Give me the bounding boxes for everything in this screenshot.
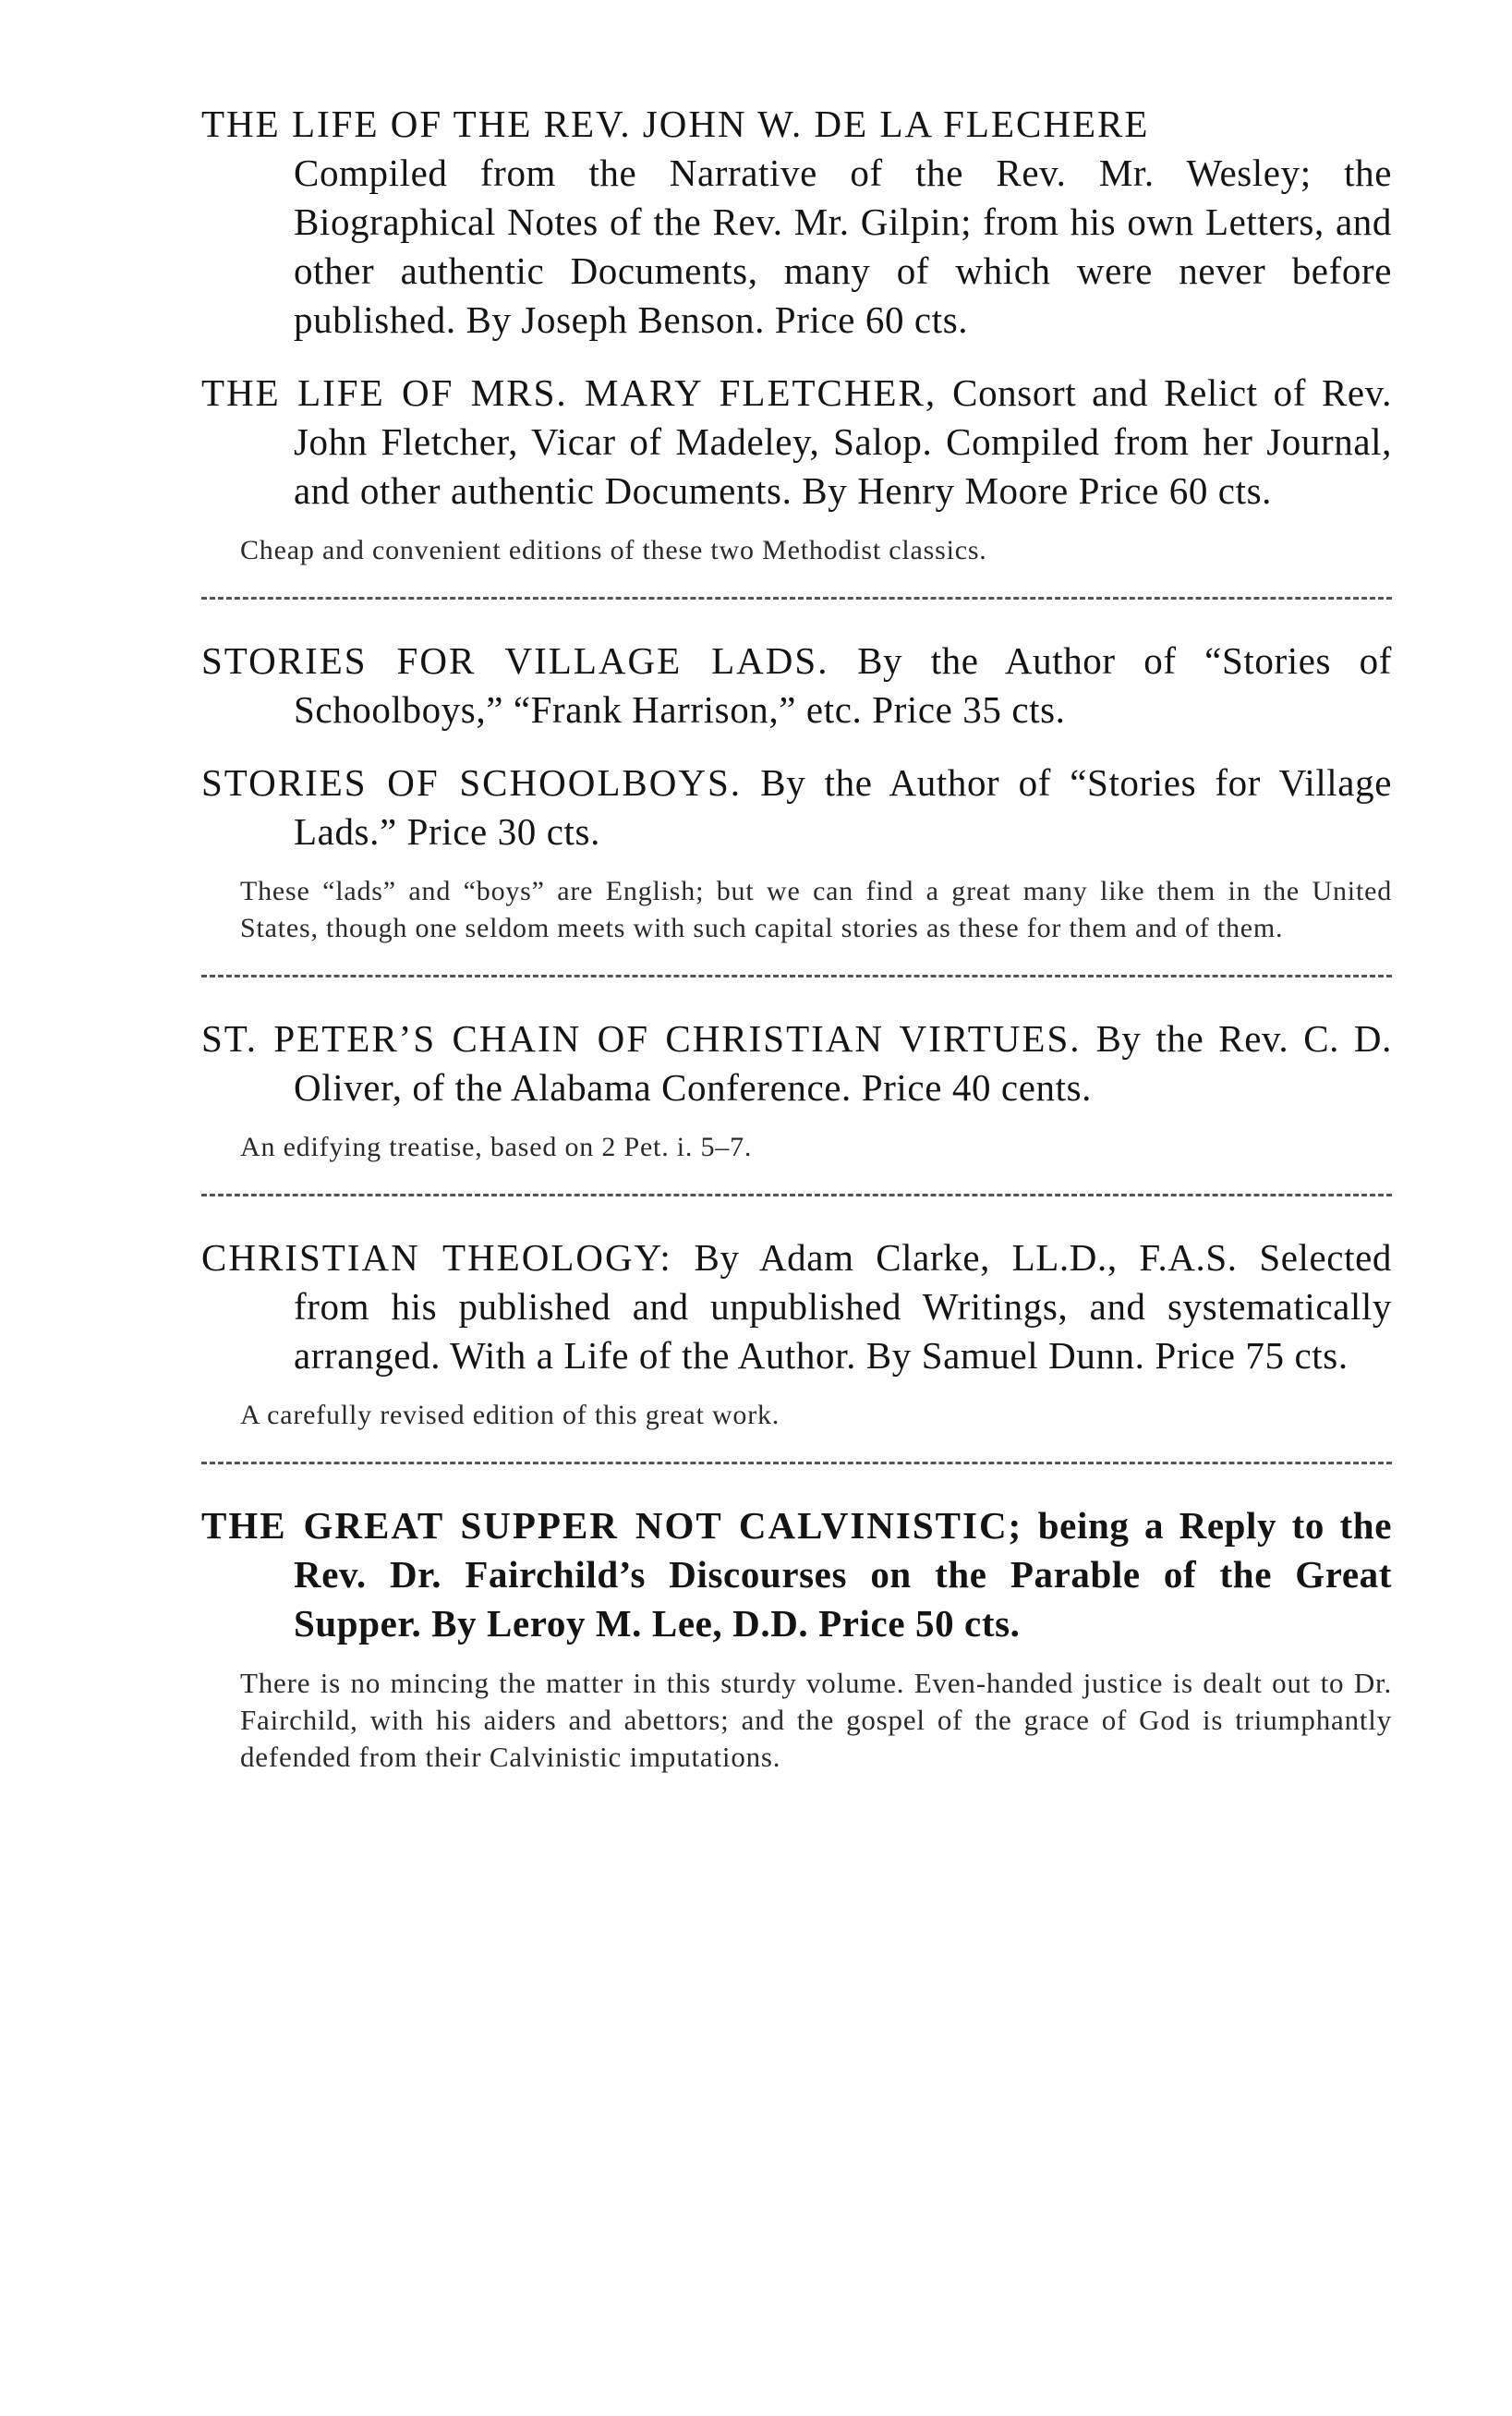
editorial-note: A carefully revised edition of this great work.	[240, 1400, 780, 1430]
book-title: THE LIFE OF MRS. MARY FLETCHER,	[201, 371, 937, 414]
editorial-note: There is no mincing the matter in this sturdy volume. Even-handed justice is dealt out to Dr. Fairchild, with his aiders and abettors; and the gospel of the grace of God is triumphantly defended from their Calvinistic imputations.	[240, 1667, 1392, 1773]
book-description: Compiled from the Narrative of the Rev. Mr. Wesley; the Biographical Notes of the Rev. Mr. Gilpin; from his own Letters, and other authentic Documents, many of which were never before published. By Joseph Benson. Price 60 cts.	[294, 152, 1392, 341]
book-title: THE LIFE OF THE REV. JOHN W. DE LA FLECHERE	[201, 103, 1150, 145]
book-description: By Adam Clarke, LL.D., F.A.S. Selected from his published and unpublished Writings, and systematically arranged. With a Life of the Author. By Samuel Dunn. Price 75 cts.	[294, 1236, 1392, 1377]
section-divider	[201, 1194, 1392, 1196]
book-entry-great-supper	[201, 1501, 1392, 1648]
section-divider	[201, 1462, 1392, 1464]
book-title: STORIES OF SCHOOLBOYS.	[201, 761, 742, 804]
section-divider	[201, 975, 1392, 977]
book-entry-christian-theology	[201, 1233, 1392, 1380]
book-description: By the Rev. C. D. Oliver, of the Alabama Conference. Price 40 cents.	[294, 1017, 1392, 1109]
section-divider	[201, 597, 1392, 600]
book-title: STORIES FOR VILLAGE LADS.	[201, 639, 829, 682]
editorial-note: An edifying treatise, based on 2 Pet. i. 5–7.	[240, 1132, 753, 1162]
editorial-note: These “lads” and “boys” are English; but we can find a great many like them in the United States, though one seldom meets with such capital stories as these for them and of them.	[240, 876, 1392, 943]
book-entry-fletchere	[201, 100, 1392, 345]
book-entry-schoolboys	[201, 759, 1392, 856]
editorial-note: Cheap and convenient editions of these two Methodist classics.	[240, 535, 987, 565]
book-description: By the Author of “Stories of Schoolboys,” “Frank Harrison,” etc. Price 35 cts.	[294, 639, 1392, 731]
book-description: being a Reply to the Rev. Dr. Fairchild’s Discourses on the Parable of the Great Supper. By Leroy M. Lee, D.D. Price 50 cts.	[294, 1504, 1393, 1645]
book-description: By the Author of “Stories for Village Lads.” Price 30 cts.	[294, 761, 1392, 853]
book-entry-mary-fletcher	[201, 369, 1392, 516]
book-entry-village-lads	[201, 637, 1392, 735]
book-title: CHRISTIAN THEOLOGY:	[201, 1236, 672, 1279]
book-entry-st-peter	[201, 1014, 1392, 1112]
book-title: THE GREAT SUPPER NOT CALVINISTIC;	[201, 1504, 1023, 1547]
book-description: Consort and Relict of Rev. John Fletcher, Vicar of Madeley, Salop. Compiled from her Journal, and other authentic Documents. By Henry Moore Price 60 cts.	[294, 371, 1392, 512]
book-title: ST. PETER’S CHAIN OF CHRISTIAN VIRTUES.	[201, 1017, 1082, 1060]
